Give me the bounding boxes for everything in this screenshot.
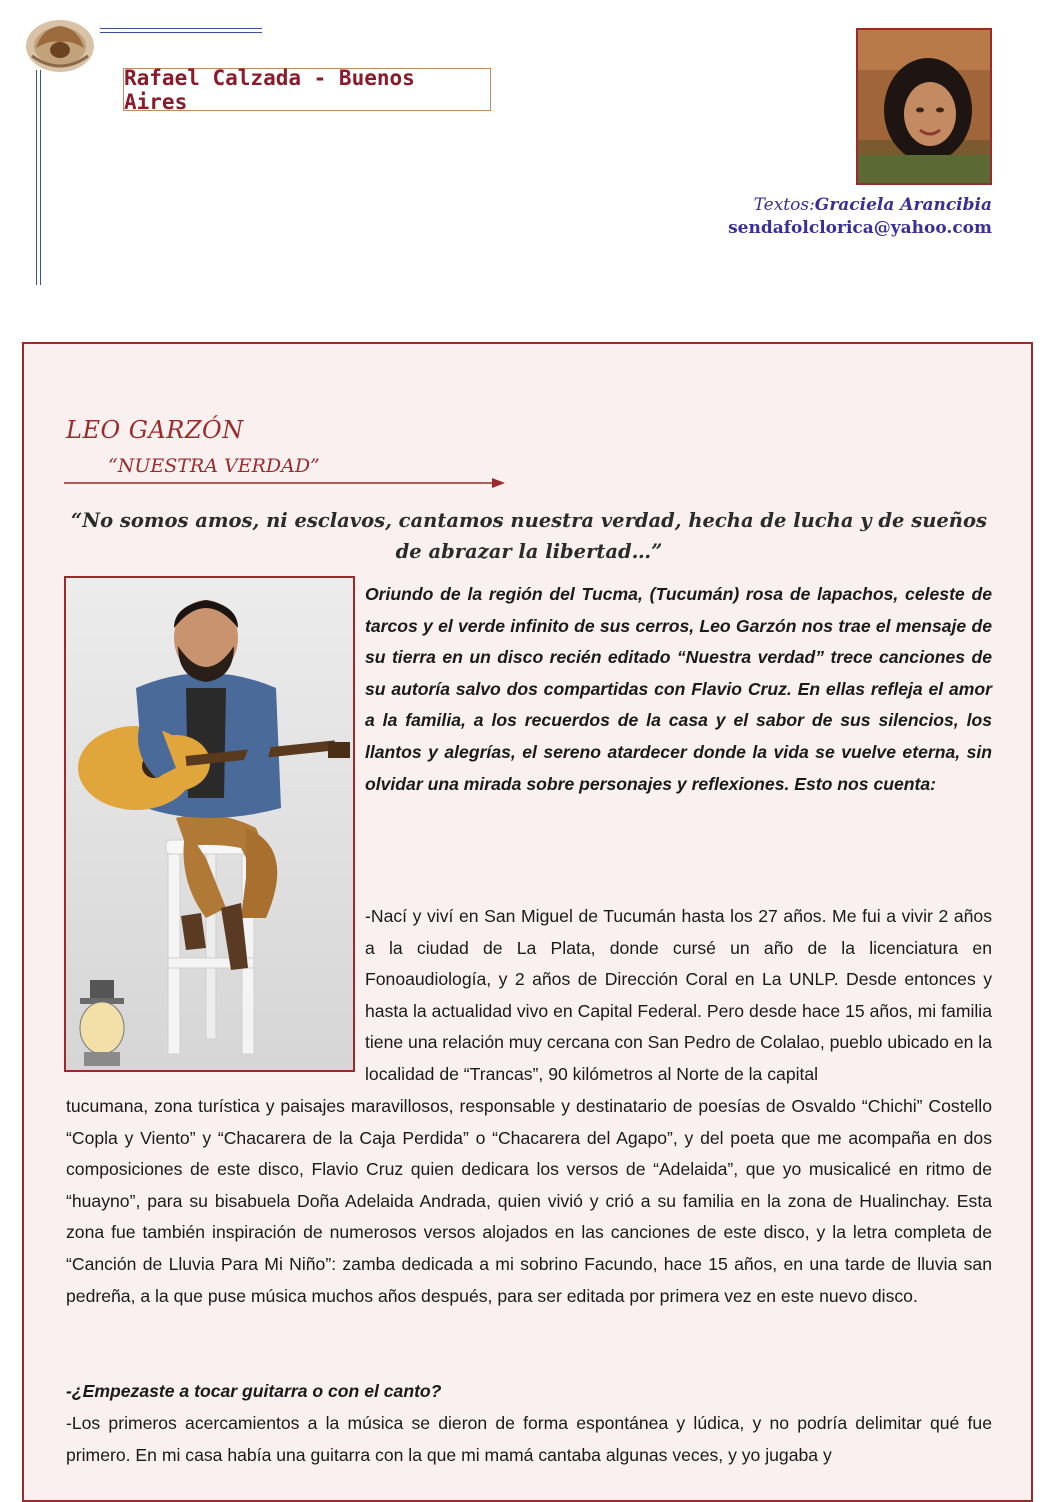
body-paragraph-continued: tucumana, zona turística y paisajes maravillosos, responsable y destinatario de poesías de Osvaldo “Chichi” Costello “Copla y Viento” y “Chacarera de la Caja Perdida” o “Chacarera del Agapo”, y del poeta que me acompaña en dos composiciones de este disco, Flavio Cruz quien dedicara los versos de “Adelaida”, que yo musicalicé en ritmo de “huayno”, para su bisabuela Doña Adelaida Andrada, quien vivió y crió a su familia en la zona de Hualinchay. Esta zona fue también inspiración de numerosos versos alojados en las canciones de este disco, y la letra completa de “Canción de Lluvia Para Mi Niño”: zamba dedicada a mi sobrino Facundo, hace 15 años, en una tarde de lluvia san pedreña, a la que puse música muchos años después, para ser editada por primera vez en este nuevo disco. [66, 1096, 992, 1306]
author-credit [728, 194, 992, 240]
author-email[interactable]: sendafolclorica@yahoo.com [728, 218, 992, 238]
header-rule [100, 28, 262, 29]
margin-rule [36, 70, 37, 285]
credit-line [728, 194, 992, 217]
body-paragraph-top: -Nací y viví en San Miguel de Tucumán hasta los 27 años. Me fui a vivir 2 años a la ciudad de La Plata, donde cursé un año de la licenciatura en Fonoaudiología, y 2 años de Dirección Coral en La UNLP. Desde entonces y hasta la actualidad vivo en Capital Federal. Pero desde hace 15 años, mi familia tiene una relación muy cercana con San Pedro de Colalao, pueblo ubicado en la localidad de “Trancas”, 90 kilómetros al Norte de la capital [365, 906, 992, 1084]
location-label [123, 65, 491, 114]
shell-logo [22, 14, 98, 74]
arrow-rule [64, 476, 506, 488]
pull-quote: “No somos amos, ni esclavos, cantamos nuestra verdad, hecha de lucha y de sueños de abrazar la libertad…” [71, 509, 987, 563]
article-title: LEO GARZÓN [66, 416, 244, 444]
author-portrait [856, 28, 992, 185]
musician-photo [64, 576, 355, 1072]
author-name: Graciela Arancibia [814, 195, 992, 215]
article-subtitle: “NUESTRA VERDAD” [108, 455, 320, 477]
interview-answer: -Los primeros acercamientos a la música se dieron de forma espontánea y lúdica, y no podría delimitar qué fue primero. En mi casa había una guitarra con la que mi mamá cantaba algunas veces, y yo jugaba y [66, 1413, 992, 1465]
interview-question: -¿Empezaste a tocar guitarra o con el canto? [66, 1381, 442, 1401]
location-text: Rafael Calzada - Buenos Aires [124, 65, 415, 114]
credit-label: Textos: [753, 195, 815, 215]
header-rule [100, 32, 262, 33]
article-intro: Oriundo de la región del Tucma, (Tucumán) rosa de lapachos, celeste de tarcos y el verde infinito de sus cerros, Leo Garzón nos trae el mensaje de su tierra en un disco recién editado “Nuestra verdad” trece canciones de su autoría salvo dos compartidas con Flavio Cruz. En ellas refleja el amor a la familia, a los recuerdos de la casa y el sabor de sus silencios, los llantos y alegrías, el sereno atardecer donde la vida se vuelve eterna, sin olvidar una mirada sobre personajes y reflexiones. Esto nos cuenta: [365, 584, 992, 794]
margin-rule [40, 70, 41, 285]
